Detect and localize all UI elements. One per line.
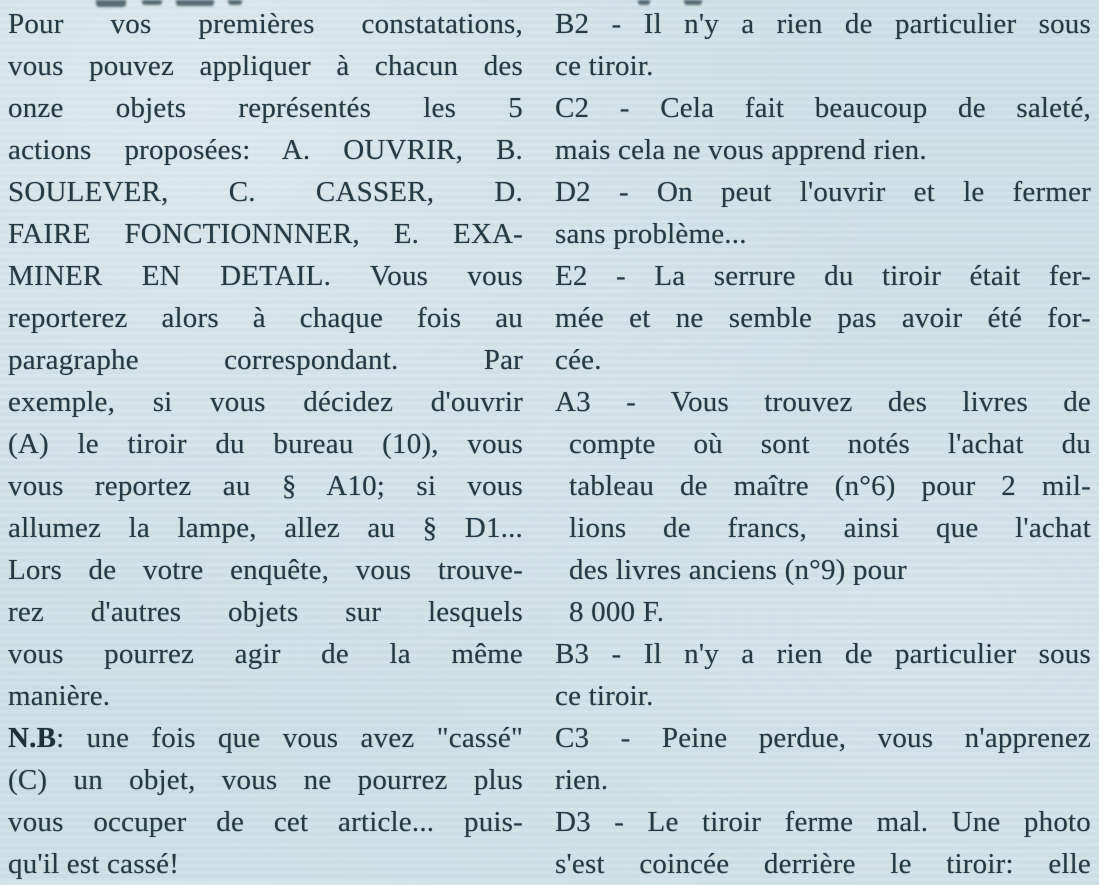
text-line: A3 - Vous trouvez des livres de [555,386,1091,418]
text-line: B2 - Il n'y a rien de particulier sous [555,8,1091,40]
entry-B2 [555,3,1091,87]
text-line: vous reportez au § A10; si vous [8,470,523,502]
text-line: exemple, si vous décidez d'ouvrir [8,386,523,418]
text-line: s'est coincée derrière le tiroir: elle [555,848,1091,880]
text-line: vous pouvez appliquer à chacun des [8,50,523,82]
text-line: tableau de maître (n°6) pour 2 mil- [569,470,1091,502]
text-line: actions proposées: A. OUVRIR, B. [8,134,523,166]
text-line: sans problème... [555,218,747,250]
entry-B3 [555,633,1091,717]
text-line: cée. [555,344,602,376]
text-line: vous occuper de cet article... puis- [8,806,523,838]
text-line: C3 - Peine perdue, vous n'apprenez [555,722,1091,754]
text-line: B3 - Il n'y a rien de particulier sous [555,638,1091,670]
page-crop-artifact [176,0,214,6]
text-line: N.B: une fois que vous avez "cassé" [8,722,523,754]
page-crop-artifact [228,0,242,5]
text-line: Lors de votre enquête, vous trouve- [8,554,523,586]
text-line: ce tiroir. [555,680,654,712]
text-line: C2 - Cela fait beaucoup de saleté, [555,92,1091,124]
text-line: manière. [8,680,111,712]
nota-bene-paragraph [8,717,523,885]
text-line: (A) le tiroir du bureau (10), vous [8,428,523,460]
text-line: rez d'autres objets sur lesquels [8,596,523,628]
text-line: lions de francs, ainsi que l'achat [569,512,1091,544]
text-line: des livres anciens (n°9) pour [569,554,907,586]
left-text-column [8,3,523,881]
right-text-column [555,3,1091,881]
text-line: mée et ne semble pas avoir été for- [555,302,1091,334]
text-line: mais cela ne vous apprend rien. [555,134,927,166]
entry-A3 [555,381,1091,633]
text-line: MINER EN DETAIL. Vous vous [8,260,523,292]
entry-C2 [555,87,1091,171]
text-line: FAIRE FONCTIONNNER, E. EXA- [8,218,523,250]
text-line: 8 000 F. [569,596,665,628]
text-line: onze objets représentés les 5 [8,92,523,124]
entry-E2 [555,255,1091,381]
text-line: D3 - Le tiroir ferme mal. Une photo [555,806,1091,838]
text-line: reporterez alors à chaque fois au [8,302,523,334]
entry-C3 [555,717,1091,801]
text-line: allumez la lampe, allez au § D1... [8,512,523,544]
text-line: paragraphe correspondant. Par [8,344,523,376]
text-line: Pour vos premières constatations, [8,8,523,40]
page-crop-artifact [638,0,650,5]
text-line: rien. [555,764,609,796]
page-crop-artifact [142,0,162,5]
text-line: (C) un objet, vous ne pourrez plus [8,764,523,796]
text-line: D2 - On peut l'ouvrir et le fermer [555,176,1091,208]
text-line: SOULEVER, C. CASSER, D. [8,176,523,208]
intro-paragraph [8,3,523,717]
text-line: E2 - La serrure du tiroir était fer- [555,260,1091,292]
text-line: ce tiroir. [555,50,654,82]
page-crop-artifact [684,0,702,5]
text-line: compte où sont notés l'achat du [569,428,1091,460]
entry-D2 [555,171,1091,255]
text-line: vous pourrez agir de la même [8,638,523,670]
text-line: qu'il est cassé! [8,848,180,880]
entry-D3 [555,801,1091,885]
page-crop-artifact [96,0,126,7]
